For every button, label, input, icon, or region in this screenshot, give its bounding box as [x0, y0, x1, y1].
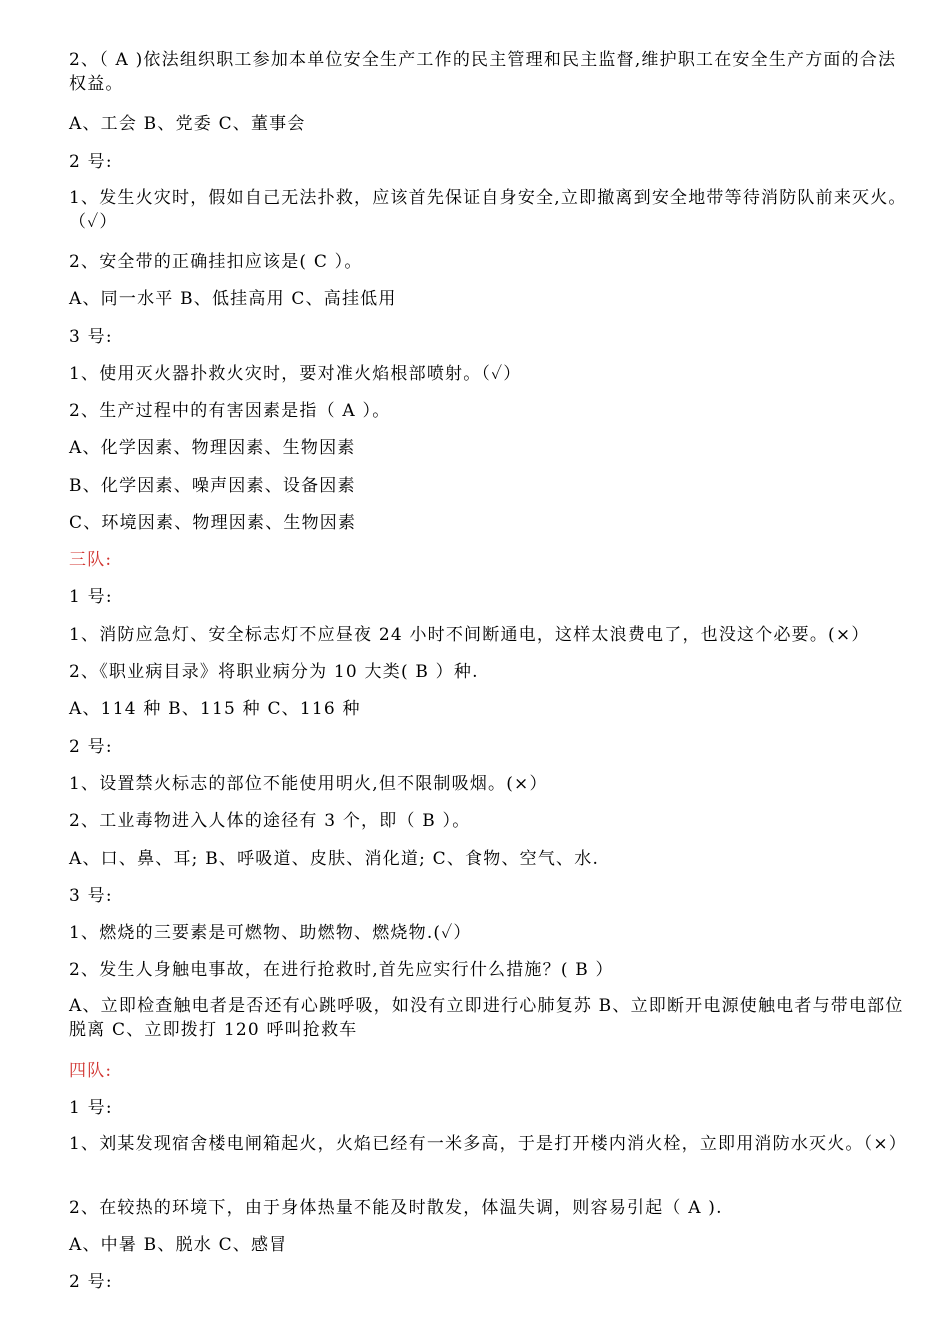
question-text: 1、消防应急灯、安全标志灯不应昼夜 24 小时不间断通电，这样太浪费电了，也没这个必要。(×） — [69, 625, 870, 645]
answer-option: C、环境因素、物理因素、生物因素 — [69, 513, 357, 533]
item-number-label: 1 号: — [69, 1098, 113, 1118]
question-text: 1、使用灭火器扑救火灾时，要对准火焰根部喷射。（✓） — [69, 364, 522, 384]
item-number-label: 2 号: — [69, 737, 113, 757]
answer-options: A、中暑 B、脱水 C、感冒 — [69, 1235, 288, 1255]
answer-option: B、化学因素、噪声因素、设备因素 — [69, 476, 356, 496]
question-text: 1、燃烧的三要素是可燃物、助燃物、燃烧物.(✓） — [69, 923, 472, 943]
question-text: 2、生产过程中的有害因素是指（ A ）。 — [69, 401, 391, 421]
question-text: 1、设置禁火标志的部位不能使用明火,但不限制吸烟。(×） — [69, 774, 548, 794]
answer-options: A、114 种 B、115 种 C、116 种 — [69, 699, 361, 719]
question-text: 2、（ A )依法组织职工参加本单位安全生产工作的民主管理和民主监督,维护职工在安全生产方面的合法权益。 — [69, 50, 897, 94]
question-text: 1、发生火灾时，假如自己无法扑救，应该首先保证自身安全,立即撤离到安全地带等待消防队前来灭火。（✓） — [69, 188, 907, 232]
item-number-label: 2 号: — [69, 1272, 113, 1292]
answer-options: A、工会 B、党委 C、董事会 — [69, 114, 306, 134]
item-number-label: 2 号: — [69, 152, 113, 172]
item-number-label: 3 号: — [69, 886, 113, 906]
question-text: 2、安全带的正确挂扣应该是( C ）。 — [69, 252, 363, 272]
section-heading: 四队: — [69, 1061, 113, 1081]
answer-options: A、立即检查触电者是否还有心跳呼吸，如没有立即进行心肺复苏 B、立即断开电源使触电者与带电部位脱离 C、立即拨打 120 呼叫抢救车 — [69, 996, 904, 1040]
question-text: 1、刘某发现宿舍楼电闸箱起火，火焰已经有一米多高，于是打开楼内消火栓，立即用消防水灭火。（×） — [69, 1134, 907, 1154]
answer-options: A、同一水平 B、低挂高用 C、高挂低用 — [69, 289, 397, 309]
item-number-label: 1 号: — [69, 587, 113, 607]
question-text: 2、发生人身触电事故，在进行抢救时,首先应实行什么措施？( B ） — [69, 960, 614, 980]
item-number-label: 3 号: — [69, 327, 113, 347]
section-heading: 三队: — [69, 550, 113, 570]
question-text: 2、工业毒物进入人体的途径有 3 个，即（ B ）。 — [69, 811, 471, 831]
question-text: 2、在较热的环境下，由于身体热量不能及时散发，体温失调，则容易引起（ A ). — [69, 1198, 723, 1218]
answer-options: A、口、鼻、耳; B、呼吸道、皮肤、消化道; C、食物、空气、水. — [69, 849, 600, 869]
question-text: 2、《职业病目录》将职业病分为 10 大类( B ）种. — [69, 662, 479, 682]
answer-option: A、化学因素、物理因素、生物因素 — [69, 438, 356, 458]
